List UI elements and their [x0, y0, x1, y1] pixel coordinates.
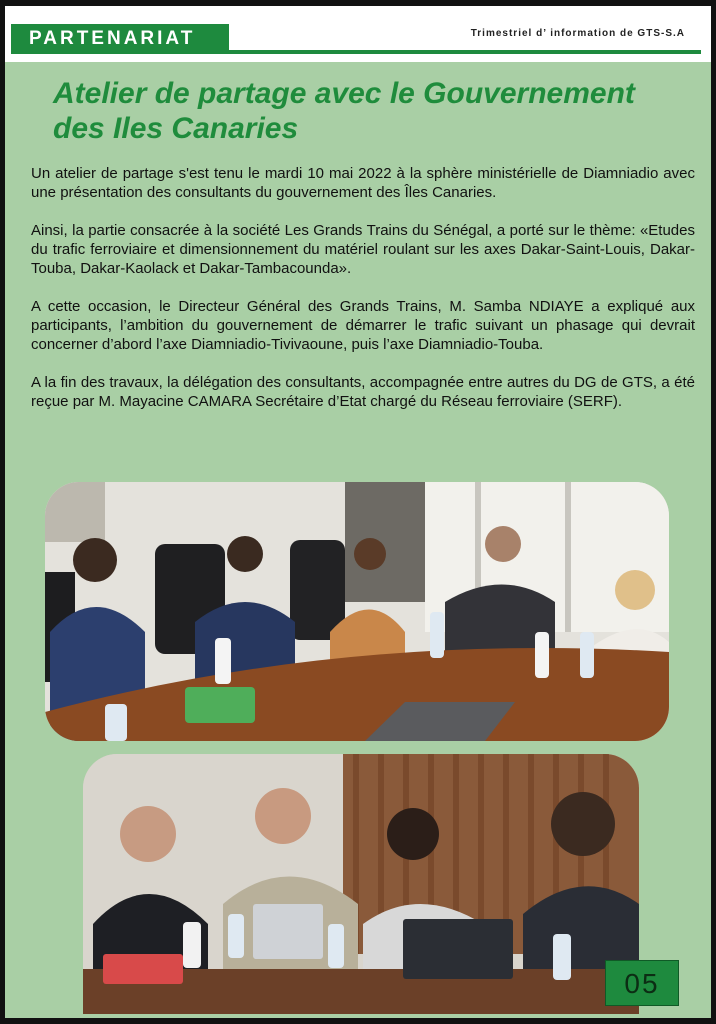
publication-name: Trimestriel d’ information de GTS-S.A: [470, 28, 685, 39]
meeting-photo-illustration: [45, 482, 669, 741]
header-rule: [229, 50, 701, 54]
article-body: [31, 164, 695, 430]
meeting-photo-table: [45, 482, 669, 741]
closeup-photo-illustration: [83, 754, 639, 1014]
paragraph: Ainsi, la partie consacrée à la société Les Grands Trains du Sénégal, a porté sur le thème: «Etudes du trafic ferroviaire et dimensionnement du matériel roulant sur les axes Dakar-Saint-Louis, Dakar-Touba, Dakar-Kaolack et Dakar-Tambacounda».: [31, 222, 695, 277]
article-title: Atelier de partage avec le Gouvernement des Iles Canaries: [53, 77, 635, 145]
page-header: [5, 6, 711, 62]
paragraph: Un atelier de partage s'est tenu le mardi 10 mai 2022 à la sphère ministérielle de Diamniadio avec une présentation des consultants du gouvernement des Îles Canaries.: [31, 165, 695, 201]
page-number: 05: [605, 960, 679, 1006]
magazine-page: [5, 6, 711, 1018]
section-label: PARTENARIAT: [11, 24, 229, 54]
paragraph: A cette occasion, le Directeur Général des Grands Trains, M. Samba NDIAYE a expliqué aux participants, l’ambition du gouvernement de démarrer le trafic suivant un phasage qui devrait concerner d’abord l’axe Diamniadio-Tivivaoune, puis l’axe Diamniadio-Touba.: [31, 298, 695, 353]
meeting-photo-closeup: [83, 754, 639, 1014]
paragraph: A la fin des travaux, la délégation des consultants, accompagnée entre autres du DG de GTS, a été reçue par M. Mayacine CAMARA Secrétaire d’Etat chargé du Réseau ferroviaire (SERF).: [31, 374, 695, 410]
